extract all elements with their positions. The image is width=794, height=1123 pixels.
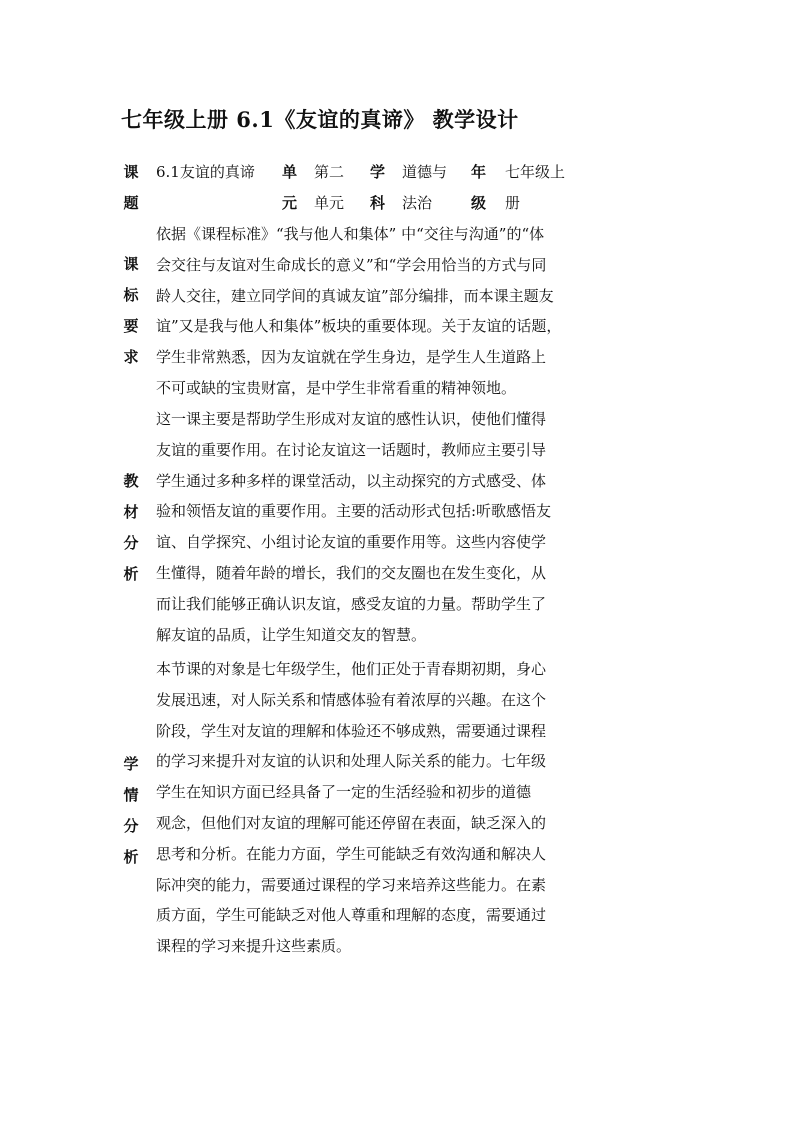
section-label-char: 分 [123,817,139,835]
grade-value-line1: 七年级上 [505,163,566,181]
section-label-char: 析 [123,848,139,866]
text-line: 学生通过多种多样的课堂活动，以主动探究的方式感受、体 [156,471,547,490]
student-analysis-label [121,749,141,873]
text-line: 会交往与友谊对生命成长的意义”和“学会用恰当的方式与同 [156,255,547,274]
text-line: 龄人交往，建立同学间的真诚友谊”部分编排，而本课主题友 [156,286,554,305]
unit-value-line2: 单元 [314,194,345,212]
text-line: 验和领悟友谊的重要作用。主要的活动形式包括:听歌感悟友 [156,502,552,521]
text-line: 课程的学习来提升这些素质。 [156,937,352,956]
section-label-char: 标 [123,286,139,304]
text-line: 发展迅速，对人际关系和情感体验有着浓厚的兴趣。在这个 [156,690,547,709]
section-label-char: 析 [123,565,139,583]
text-line: 友谊的重要作用。在讨论友谊这一话题时，教师应主要引导 [156,440,547,459]
curriculum-requirements-label [121,249,141,373]
text-line: 本节课的对象是七年级学生，他们正处于青春期初期，身心 [156,660,547,678]
section-label-char: 课 [123,255,139,273]
text-line: 思考和分析。在能力方面，学生可能缺乏有效沟通和解决人 [156,844,547,863]
text-line: 观念，但他们对友谊的理解可能还停留在表面，缺乏深入的 [156,813,547,832]
text-line: 学生在知识方面已经具备了一定的生活经验和初步的道德 [156,783,532,802]
text-line: 不可或缺的宝贵财富，是中学生非常看重的精神领地。 [156,378,517,397]
grade-label-line2: 级 [471,194,487,212]
grade-label-line1: 年 [471,163,487,181]
text-line: 这一课主要是帮助学生形成对友谊的感性认识，使他们懂得 [156,410,547,428]
subject-label-line2: 科 [370,194,386,212]
textbook-analysis-label [121,466,141,590]
section-label-char: 求 [123,348,139,366]
section-label-char: 情 [123,786,139,804]
student-analysis-text [156,654,574,962]
text-line: 阶段，学生对友谊的理解和体验还不够成熟，需要通过课程 [156,721,547,740]
section-label-char: 学 [123,755,139,773]
unit-value-line1: 第二 [314,163,345,181]
unit-label-line2: 元 [282,194,298,212]
subject-value-line1: 道德与 [402,163,448,181]
text-line: 谊”又是我与他人和集体”板块的重要体现。关于友谊的话题， [156,317,562,336]
text-line: 而让我们能够正确认识友谊，感受友谊的力量。帮助学生了 [156,594,547,613]
text-line: 解友谊的品质，让学生知道交友的智慧。 [156,625,427,644]
text-line: 际冲突的能力，需要通过课程的学习来培养这些能力。在素 [156,875,547,894]
lesson-label-char: 课 [123,163,139,181]
section-label-char: 分 [123,534,139,552]
section-label-char: 材 [123,503,139,521]
document-title: 七年级上册 6.1《友谊的真谛》 教学设计 [121,107,519,132]
subject-value-line2: 法治 [402,194,433,212]
section-label-char: 要 [123,317,139,335]
textbook-analysis-text [156,404,574,650]
text-line: 谊、自学探究、小组讨论友谊的重要作用等。这些内容使学 [156,533,547,552]
grade-value-line2: 册 [505,194,521,212]
text-line: 学生非常熟悉，因为友谊就在学生身边，是学生人生道路上 [156,348,547,367]
unit-label-line1: 单 [282,163,298,181]
text-line: 质方面，学生可能缺乏对他人尊重和理解的态度，需要通过 [156,906,547,925]
text-line: 依据《课程标准》“我与他人和集体” 中“交往与沟通”的“体 [156,225,545,243]
subject-label-line1: 学 [370,163,386,181]
curriculum-requirements-text [156,219,574,404]
text-line: 生懂得，随着年龄的增长，我们的交友圈也在发生变化，从 [156,563,547,582]
text-line: 的学习来提升对友谊的认识和处理人际关系的能力。七年级 [156,752,547,771]
section-label-char: 教 [123,472,139,490]
lesson-label-char: 题 [123,194,139,212]
lesson-name: 6.1友谊的真谛 [156,163,255,181]
lesson-label [121,157,141,219]
